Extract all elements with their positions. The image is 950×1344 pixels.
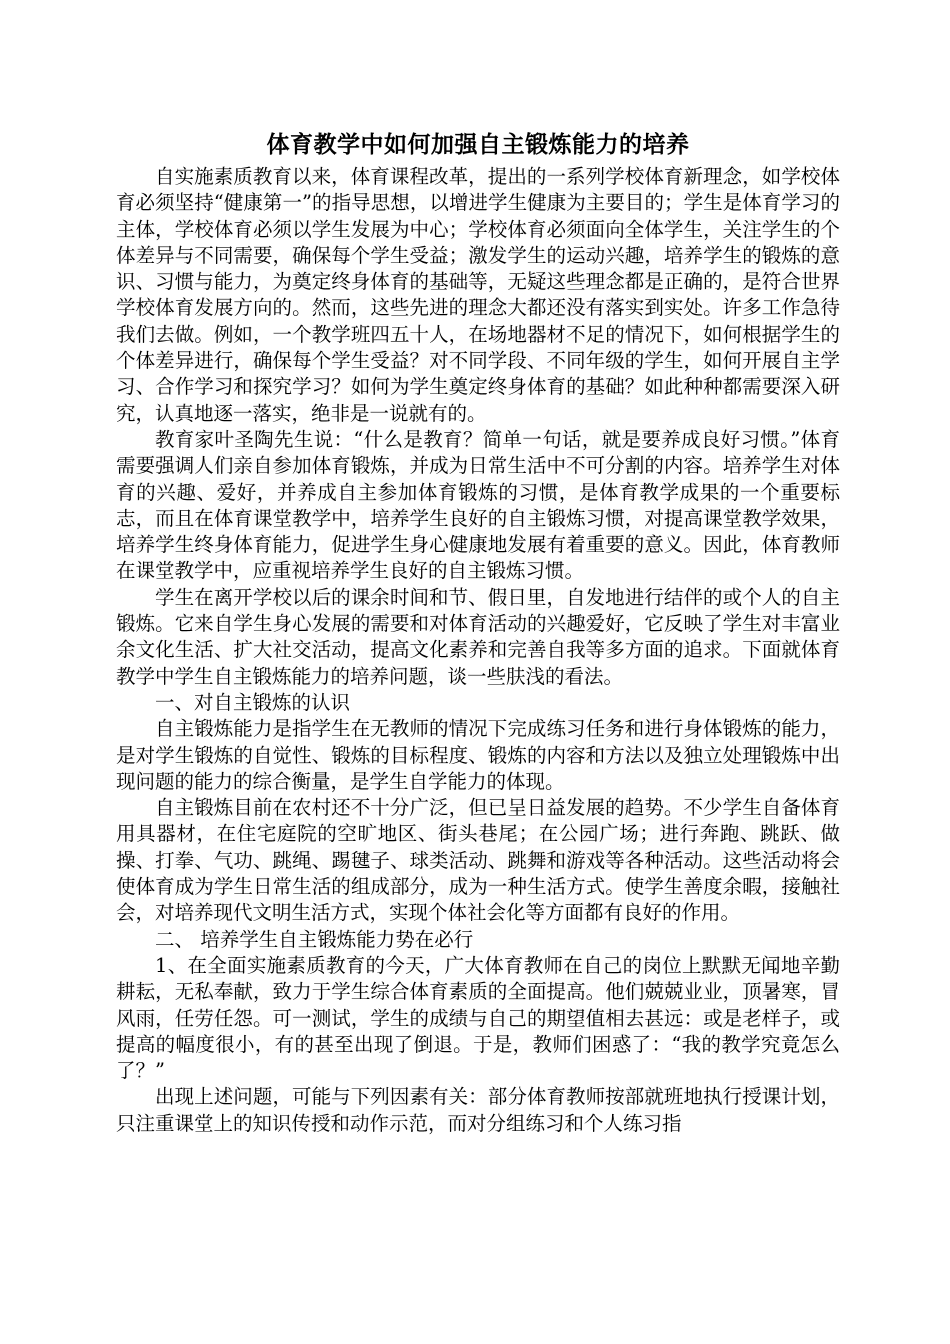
paragraph-definition: 自主锻炼能力是指学生在无教师的情况下完成练习任务和进行身体锻炼的能力，是对学生锻炼的自觉性、锻炼的目标程度、锻炼的内容和方法以及独立处理锻炼中出现问题的能力的综合衡量，是学生自学能力的体现。 <box>116 717 840 793</box>
document-title: 体育教学中如何加强自主锻炼能力的培养 <box>266 131 690 158</box>
paragraph-intro: 自实施素质教育以来，体育课程改革，提出的一系列学校体育新理念，如学校体育必须坚持“健康第一”的指导思想，以增进学生健康为主要目的；学生是体育学习的主体，学校体育必须以学生发展为中心；学校体育必须面向全体学生，关注学生的个体差异与不同需要，确保每个学生受益；激发学生的运动兴趣，培养学生的锻炼的意识、习惯与能力，为奠定终身体育的基础等，无疑这些理念都是正确的，是符合世界学校体育发展方向的。然而，这些先进的理念大都还没有落实到实处。许多工作急待我们去做。例如，一个教学班四五十人，在场地器材不足的情况下，如何根据学生的个体差异进行，确保每个学生受益？对不同学段、不同年级的学生，如何开展自主学习、合作学习和探究学习？如何为学生奠定终身体育的基础？如此种种都需要深入研究，认真地逐一落实，绝非是一说就有的。 <box>116 165 840 425</box>
section-heading-1: 一、对自主锻炼的认识 <box>155 690 351 714</box>
section-heading-2: 二、 培养学生自主锻炼能力势在必行 <box>155 927 474 951</box>
paragraph-point-1: 1、在全面实施素质教育的今天，广大体育教师在自己的岗位上默默无闻地辛勤耕耘，无私奉献，致力于学生综合体育素质的全面提高。他们兢兢业业，顶暑寒，冒风雨，任劳任怨。可一测试，学生的成绩与自己的期望值相去甚远：或是老样子，或提高的幅度很小，有的甚至出现了倒退。于是，教师们困惑了：“我的教学究竟怎么了？” <box>116 953 840 1083</box>
paragraph-rural-trend: 自主锻炼目前在农村还不十分广泛，但已呈日益发展的趋势。不少学生自备体育用具器材，在住宅庭院的空旷地区、街头巷尾；在公园广场；进行奔跑、跳跃、做操、打拳、气功、跳绳、踢毽子、球类活动、跳舞和游戏等各种活动。这些活动将会使体育成为学生日常生活的组成部分，成为一种生活方式。使学生善度余暇，接触社会，对培养现代文明生活方式，实现个体社会化等方面都有良好的作用。 <box>116 796 840 925</box>
paragraph-self-exercise-leisure: 学生在离开学校以后的课余时间和节、假日里，自发地进行结伴的或个人的自主锻炼。它来自学生身心发展的需要和对体育活动的兴趣爱好，它反映了学生对丰富业余文化生活、扩大社交活动，提高文化素养和完善自我等多方面的追求。下面就体育教学中学生自主锻炼能力的培养问题，谈一些肤浅的看法。 <box>116 585 840 688</box>
document-page <box>116 128 840 1137</box>
paragraph-ye-shengtao-quote: 教育家叶圣陶先生说：“什么是教育？简单一句话，就是要养成良好习惯。”体育需要强调人们亲自参加体育锻炼，并成为日常生活中不可分割的内容。培养学生对体育的兴趣、爱好，并养成自主参加体育锻炼的习惯，是体育教学成果的一个重要标志，而且在体育课堂教学中，培养学生良好的自主锻炼习惯，对提高课堂教学效果，培养学生终身体育能力，促进学生身心健康地发展有着重要的意义。因此，体育教师在课堂教学中，应重视培养学生良好的自主锻炼习惯。 <box>116 427 840 583</box>
paragraph-causes: 出现上述问题，可能与下列因素有关：部分体育教师按部就班地执行授课计划，只注重课堂上的知识传授和动作示范，而对分组练习和个人练习指 <box>116 1085 840 1135</box>
